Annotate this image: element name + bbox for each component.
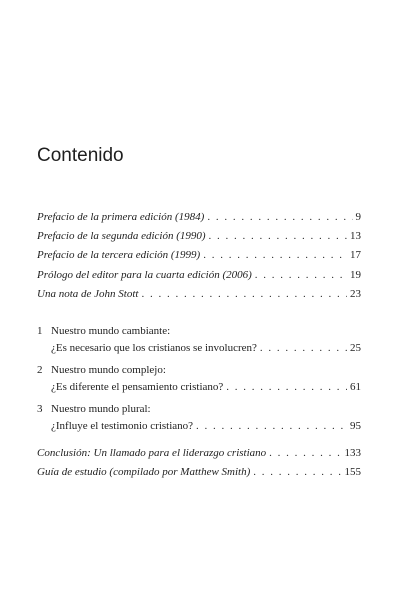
- toc-entry[interactable]: [37, 229, 361, 248]
- toc-entry-title: Prólogo del editor para la cuarta edición (2006): [37, 268, 252, 281]
- front-matter-list: [37, 210, 361, 306]
- dot-leader: [196, 419, 347, 433]
- dot-leader: [207, 210, 352, 224]
- toc-entry[interactable]: [37, 287, 361, 306]
- chapter-subtitle: ¿Influye el testimonio cristiano?: [51, 419, 194, 432]
- toc-entry-title: Prefacio de la primera edición (1984): [37, 211, 205, 223]
- toc-entry-page: 133: [344, 447, 361, 459]
- chapter-title: Nuestro mundo plural:: [51, 403, 151, 415]
- chapter-page: 61: [350, 380, 361, 393]
- page-title: Contenido: [37, 145, 124, 166]
- toc-entry[interactable]: [37, 446, 361, 465]
- chapter-list: [37, 324, 361, 441]
- toc-entry-title: Prefacio de la segunda edición (1990): [37, 230, 206, 243]
- toc-entry[interactable]: [37, 268, 361, 287]
- dot-leader: [226, 380, 347, 394]
- chapter-number: 1: [37, 325, 43, 337]
- toc-entry-title: Una nota de John Stott: [37, 287, 139, 300]
- toc-entry-title: Guía de estudio (compilado por Matthew Smith): [37, 466, 251, 479]
- dot-leader: [269, 446, 341, 460]
- dot-leader: [209, 229, 347, 243]
- toc-entry-page: 19: [350, 268, 361, 281]
- dot-leader: [141, 287, 347, 301]
- toc-entry-page: 17: [350, 249, 361, 262]
- toc-entry-page: 13: [350, 230, 361, 243]
- chapter-entry[interactable]: [37, 363, 361, 396]
- toc-entry[interactable]: [37, 465, 361, 484]
- chapter-number: 2: [37, 364, 43, 376]
- chapter-entry[interactable]: [37, 402, 361, 435]
- toc-entry-title: Conclusión: Un llamado para el liderazgo cristiano: [37, 447, 267, 459]
- chapter-entry[interactable]: [37, 324, 361, 357]
- toc-entry-title: Prefacio de la tercera edición (1999): [37, 249, 201, 262]
- toc-entry-page: 9: [355, 211, 361, 223]
- dot-leader: [260, 341, 347, 355]
- chapter-subtitle: ¿Es diferente el pensamiento cristiano?: [51, 380, 224, 393]
- dot-leader: [255, 268, 347, 282]
- toc-entry-page: 23: [350, 287, 361, 300]
- chapter-page: 95: [350, 419, 361, 432]
- back-matter-list: [37, 446, 361, 484]
- toc-entry[interactable]: [37, 210, 361, 229]
- chapter-page: 25: [350, 341, 361, 354]
- chapter-title: Nuestro mundo cambiante:: [51, 325, 171, 337]
- toc-entry-page: 155: [344, 466, 361, 479]
- chapter-title: Nuestro mundo complejo:: [51, 364, 166, 376]
- dot-leader: [253, 465, 341, 479]
- chapter-number: 3: [37, 403, 43, 415]
- chapter-subtitle: ¿Es necesario que los cristianos se involucren?: [51, 341, 257, 354]
- toc-entry[interactable]: [37, 248, 361, 267]
- dot-leader: [203, 248, 347, 262]
